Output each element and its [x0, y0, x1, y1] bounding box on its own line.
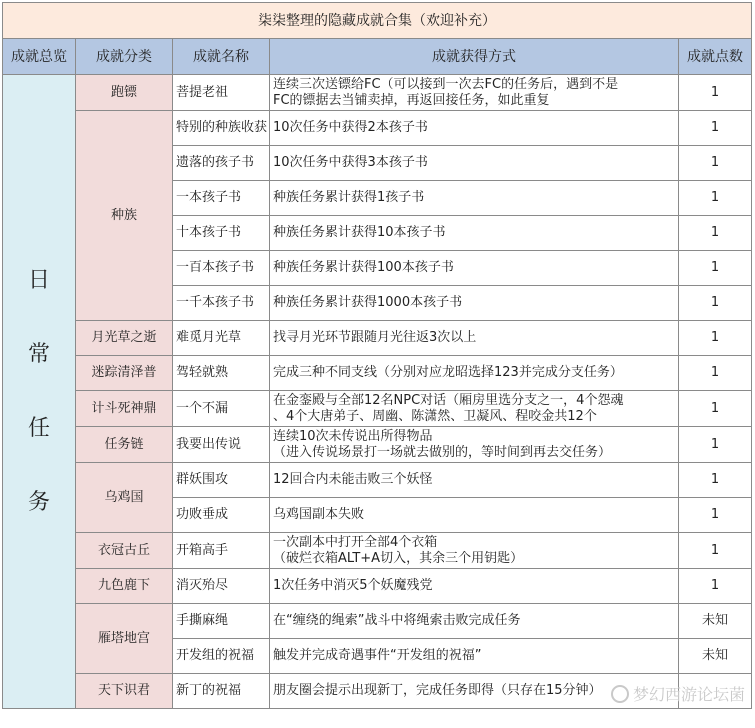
header-category: 成就分类: [76, 39, 173, 75]
method-line: 完成三种不同支线（分别对应龙昭选择123并完成分支任务）: [273, 365, 623, 380]
achievement-points: 1: [679, 321, 752, 356]
method-line: 、4个大唐弟子、周幽、陈潇然、卫凝风、程咬金共12个: [273, 408, 597, 424]
category-cell: 计斗死神鼎: [76, 391, 173, 427]
achievement-points: 1: [679, 216, 752, 251]
table-row: [3, 321, 752, 356]
achievement-name: 开发组的祝福: [173, 639, 270, 674]
header-name: 成就名称: [173, 39, 270, 75]
category-cell: 迷踪清泽普: [76, 356, 173, 391]
method-line: 1次任务中消灭5个妖魔残党: [273, 578, 433, 593]
summary-char: 务: [27, 489, 50, 515]
table-row: [3, 463, 752, 498]
achievement-method: [270, 604, 679, 639]
achievement-name: 一个不漏: [173, 391, 270, 427]
table-row: [3, 533, 752, 569]
method-line: 种族任务累计获得100本孩子书: [273, 260, 454, 275]
achievement-points: 1: [679, 286, 752, 321]
achievement-name: 一千本孩子书: [173, 286, 270, 321]
method-line: 连续10次未传说出所得物品: [273, 428, 433, 444]
method-line: 朋友圈会提示出现新丁，完成任务即得（只存在15分钟）: [273, 683, 602, 698]
method-line: 12回合内未能击败三个妖怪: [273, 472, 433, 487]
achievement-name: 群妖围攻: [173, 463, 270, 498]
category-cell: 衣冠古丘: [76, 533, 173, 569]
table-row: [3, 75, 752, 111]
achievement-name: 遗落的孩子书: [173, 146, 270, 181]
achievement-points: 1: [679, 181, 752, 216]
header-method: 成就获得方式: [270, 39, 679, 75]
method-line: 10次任务中获得3本孩子书: [273, 155, 428, 170]
table-title: 柒柒整理的隐藏成就合集（欢迎补充）: [3, 3, 752, 39]
achievement-points: 1: [679, 463, 752, 498]
achievement-method: [270, 321, 679, 356]
watermark: [611, 682, 745, 705]
category-cell: 雁塔地宫: [76, 604, 173, 674]
achievement-method: [270, 251, 679, 286]
achievement-points: 1: [679, 146, 752, 181]
achievement-name: 手撕麻绳: [173, 604, 270, 639]
achievement-method: [270, 146, 679, 181]
method-line: 触发并完成奇遇事件“开发组的祝福”: [273, 648, 482, 663]
achievement-points: 1: [679, 427, 752, 463]
summary-char: 日: [27, 267, 50, 293]
achievement-name: 菩提老祖: [173, 75, 270, 111]
table-row: [3, 604, 752, 639]
achievement-method: [270, 427, 679, 463]
achievement-method: [270, 463, 679, 498]
wechat-icon: [611, 685, 629, 703]
watermark-text: 梦幻西游论坛菌: [632, 685, 745, 704]
method-line: 一次副本中打开全部4个衣箱: [273, 534, 438, 550]
achievement-table: [2, 2, 752, 709]
achievement-points: 未知: [679, 604, 752, 639]
method-line: 连续三次送镖给FC（可以接到一次去FC的任务后，遇到不是: [273, 76, 619, 92]
achievement-name: 新丁的祝福: [173, 674, 270, 709]
achievement-name: 开箱高手: [173, 533, 270, 569]
category-cell: 乌鸡国: [76, 463, 173, 533]
achievement-name: 一本孩子书: [173, 181, 270, 216]
method-line: 在“缠绕的绳索”战斗中将绳索击败完成任务: [273, 613, 521, 628]
method-line: 乌鸡国副本失败: [273, 507, 365, 522]
category-cell: 九色鹿下: [76, 569, 173, 604]
category-cell: 任务链: [76, 427, 173, 463]
achievement-method: [270, 111, 679, 146]
achievement-name: 一百本孩子书: [173, 251, 270, 286]
category-cell: 月光草之逝: [76, 321, 173, 356]
header-points: 成就点数: [679, 39, 752, 75]
achievement-method: [270, 216, 679, 251]
category-cell: 种族: [76, 111, 173, 321]
table-row: [3, 569, 752, 604]
achievement-points: 1: [679, 533, 752, 569]
achievement-method: [270, 286, 679, 321]
achievement-points: 1: [679, 251, 752, 286]
achievement-name: 我要出传说: [173, 427, 270, 463]
category-cell: 天下识君: [76, 674, 173, 709]
achievement-points: 1: [679, 111, 752, 146]
table-row: [3, 111, 752, 146]
method-line: 种族任务累计获得10本孩子书: [273, 225, 446, 240]
summary-char: 任: [27, 415, 50, 441]
achievement-method: [270, 356, 679, 391]
summary-cell: [3, 75, 76, 709]
achievement-name: 特别的种族收获: [173, 111, 270, 146]
achievement-points: 1: [679, 391, 752, 427]
method-line: FC的镖据去当铺卖掉，再返回接任务，如此重复: [273, 92, 550, 108]
summary-char: 常: [27, 341, 50, 367]
achievement-method: [270, 498, 679, 533]
achievement-points: 未知: [679, 639, 752, 674]
achievement-name: 功败垂成: [173, 498, 270, 533]
achievement-method: [270, 639, 679, 674]
achievement-name: 难觅月光草: [173, 321, 270, 356]
category-cell: 跑镖: [76, 75, 173, 111]
achievement-points: 1: [679, 569, 752, 604]
method-line: （破烂衣箱ALT+A切入，其余三个用钥匙）: [273, 550, 524, 566]
achievement-points: 1: [679, 356, 752, 391]
achievement-method: [270, 75, 679, 111]
achievement-points: 1: [679, 75, 752, 111]
achievement-method: [270, 533, 679, 569]
method-line: 在金銮殿与全部12名NPC对话（厢房里选分支之一，4个怨魂: [273, 392, 624, 408]
achievement-name: 消灭殆尽: [173, 569, 270, 604]
method-line: 10次任务中获得2本孩子书: [273, 120, 428, 135]
achievement-method: [270, 391, 679, 427]
achievement-name: 十本孩子书: [173, 216, 270, 251]
achievement-method: [270, 569, 679, 604]
method-line: 种族任务累计获得1孩子书: [273, 190, 425, 205]
achievement-name: 驾轻就熟: [173, 356, 270, 391]
achievement-method: [270, 181, 679, 216]
method-line: 种族任务累计获得1000本孩子书: [273, 295, 463, 310]
header-summary: 成就总览: [3, 39, 76, 75]
achievement-points: 1: [679, 498, 752, 533]
table-row: [3, 427, 752, 463]
method-line: （进入传说场景打一场就去做别的，等时间到再去交任务）: [273, 444, 612, 460]
table-row: [3, 356, 752, 391]
method-line: 找寻月光环节跟随月光往返3次以上: [273, 330, 477, 345]
table-row: [3, 391, 752, 427]
